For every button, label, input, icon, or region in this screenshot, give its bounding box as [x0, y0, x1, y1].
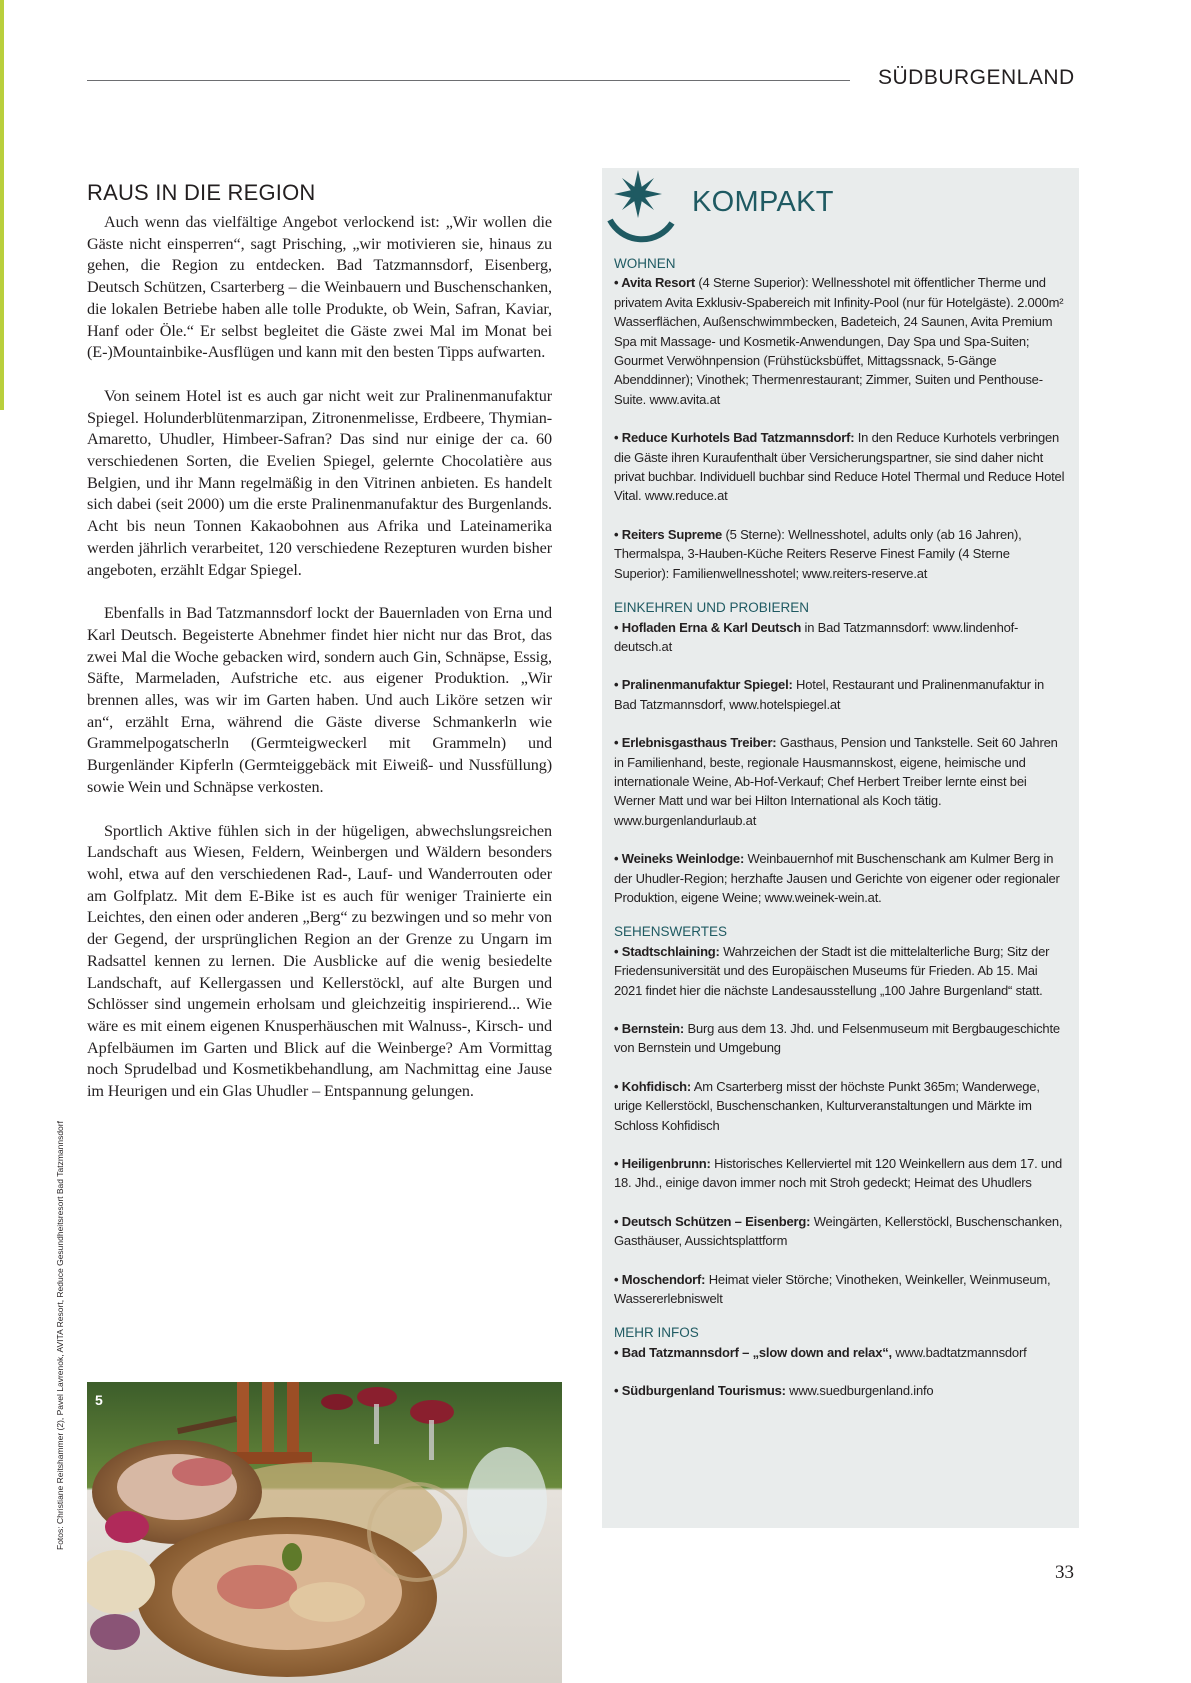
header-rule — [87, 80, 850, 81]
entry-text: In den Reduce Kurhotels verbringen die Gäste ihren Kuraufenthalt über Versicherungspartner, sie sind daher nicht privat buchbar. Individuell buchbar sind Reduce Hotel Thermal und Reduce Hotel Vital. www.reduce.at — [614, 430, 1065, 504]
kompakt-body — [614, 254, 1066, 1420]
photo-credit: Fotos: Christiane Reitshammer (2), Pavel Lavrenok, AVITA Resort, Reduce Gesundheitsresort Bad Tatzmannsdorf — [55, 1121, 65, 1550]
list-item — [614, 525, 1066, 583]
article-paragraph: Ebenfalls in Bad Tatzmannsdorf lockt der Bauernladen von Erna und Karl Deutsch. Begeisterte Abnehmer findet hier nicht nur das Brot, das zwei Mal die Woche gebacken wird, sondern auch Gin, Schnäpse, Essig, Säfte, Marmeladen, Aufstriche etc. aus eigener Produktion. „Wir brennen alles, was wir im Garten haben. Und auch Liköre setzen wir an“, erzählt Erna, während die Gäste diverse Schmankerln wie Grammelpogatscherln (Germteigweckerl mit Grammeln) und Burgenländer Kipferln (Germteiggebäck mit Eiweiß- und Nussfüllung) sowie Wein und Schnäpse verkosten. — [87, 604, 552, 796]
list-item — [614, 1270, 1066, 1309]
entry-text: Hotel, Restaurant und Pralinenmanufaktur in Bad Tatzmannsdorf, www.hotelspiegel.at — [614, 677, 1044, 712]
entry-name: • Reiters Supreme — [614, 526, 723, 542]
food-photo-illustration — [87, 1382, 562, 1683]
entry-text: Wahrzeichen der Stadt ist die mittelalterliche Burg; Sitz der Friedensuniversität und des Europäischen Museums für Frieden. Ab 15. Mai 2021 findet hier die nächste Landesausstellung „100 Jahre Burgenland“ statt. — [614, 943, 1050, 998]
entry-name: • Bernstein: — [614, 1021, 685, 1036]
list-item — [614, 1381, 1066, 1400]
list-item — [614, 1019, 1066, 1058]
section-label: SÜDBURGENLAND — [878, 66, 1075, 89]
entry-name: • Avita Resort — [614, 275, 695, 291]
article — [87, 180, 552, 1125]
entry-text: Heimat vieler Störche; Vinotheken, Weinkeller, Weinmuseum, Wassererlebniswelt — [614, 1271, 1051, 1307]
entry-name: • Südburgenland Tourismus: — [614, 1383, 786, 1399]
photo-number: 5 — [95, 1392, 103, 1408]
section-heading-sehenswertes: SEHENSWERTES — [614, 924, 728, 940]
entry-text: in Bad Tatzmannsdorf: www.lindenhof-deutsch.at — [614, 619, 1019, 654]
kompakt-box — [602, 168, 1079, 1528]
section-heading-einkehren: EINKEHREN UND PROBIEREN — [614, 600, 810, 616]
entry-text: (5 Sterne): Wellnesshotel, adults only (ab 16 Jahren), Thermalspa, 3-Hauben-Küche Reiters Reserve Finest Family (4 Sterne Superior): Familienwellnesshotel; www.reiters-reserve.at — [614, 526, 1022, 581]
entry-name: • Heiligenbrunn: — [614, 1156, 711, 1172]
entry-name: • Erlebnisgasthaus Treiber: — [614, 735, 777, 751]
section-heading-mehr-infos: MEHR INFOS — [614, 1325, 699, 1341]
entry-text: Historisches Kellerviertel mit 120 Weinkellern aus dem 17. und 18. Jhd., einige davon immer noch mit Stroh gedeckt; Heimat des Uhudlers — [614, 1156, 1063, 1191]
entry-name: • Deutsch Schützen – Eisenberg: — [614, 1213, 811, 1229]
entry-name: • Hofladen Erna & Karl Deutsch — [614, 619, 802, 635]
entry-text: www.suedburgenland.info — [785, 1383, 934, 1399]
entry-text: Weingärten, Kellerstöckl, Buschenschanken, Gasthäuser, Aussichtsplattform — [614, 1213, 1063, 1249]
article-paragraph: Auch wenn das vielfältige Angebot verlockend ist: „Wir wollen die Gäste nicht einsperren“, sagt Prisching, „wir motivieren sie, hinaus zu gehen, die Region zu entdecken. Bad Tatzmannsdorf, Eisenberg, Deutsch Schützen, Csarterberg – die Weinbauern und Buschenschanken, die lokalen Betriebe haben alle tolle Produkte, ob Wein, Safran, Kaviar, Hanf oder Öle.“ Er selbst begleitet die Gäste zwei Mal im Monat bei (E-)Mountainbike-Ausflügen und kann mit den besten Tipps aufwarten. — [87, 213, 552, 362]
entry-name: • Reduce Kurhotels Bad Tatzmannsdorf: — [614, 430, 855, 446]
page-edge-stripe — [0, 0, 4, 410]
entry-text: Weinbauernhof mit Buschenschank am Kulmer Berg in der Uhudler-Region; herzhafte Jausen und Gerichte von eigener oder regionaler Produktion, eigene Weine; www.weinek-wein.at. — [614, 851, 1060, 905]
kompakt-title: KOMPAKT — [692, 186, 834, 218]
list-item — [614, 1343, 1066, 1362]
entry-text: Am Csarterberg misst der höchste Punkt 365m; Wanderwege, urige Kellerstöckl, Buschenschanken, Kulturveranstaltungen und Märkte im Schloss Kohfidisch — [614, 1078, 1040, 1133]
entry-name: • Pralinenmanufaktur Spiegel: — [614, 677, 793, 693]
list-item — [614, 1154, 1066, 1193]
list-item — [614, 618, 1066, 657]
entry-name: • Kohfidisch: — [614, 1078, 692, 1094]
entry-name: • Stadtschlaining: — [614, 943, 720, 959]
food-photo — [87, 1382, 562, 1683]
entry-text: Burg aus dem 13. Jhd. und Felsenmuseum mit Bergbaugeschichte von Bernstein und Umgebung — [614, 1021, 1060, 1056]
article-paragraph: Sportlich Aktive fühlen sich in der hügeligen, abwechslungsreichen Landschaft aus Wiesen, Feldern, Weinbergen und Wäldern besonders wohl, etwa auf den verschiedenen Rad-, Lauf- und Wanderrouten oder am Golfplatz. Mit dem E-Bike ist es auch für weniger Trainierte ein Leichtes, den einen oder anderen „Berg“ zu bezwingen und so mehr von der Gegend, der ursprünglichen Region an der Grenze zu Ungarn im Radsattel kennen zu lernen. Die Ausblicke auf die wenig besiedelte Landschaft, auf Kellergassen und Kellerstöckl, auf alte Burgen und Schlösser sind ungemein erholsam und gleichzeitig inspirierend... Wie wäre es mit einem eigenen Knusperhäuschen mit Walnuss-, Kirsch- und Apfelbäumen im Garten und Blick auf die Weinberge? Am Vormittag noch Sprudelbad und Kosmetikbehandlung, am Nachmittag eine Jause im Heurigen und ein Glas Uhudler – Entspannung gelungen. — [87, 821, 552, 1101]
entry-text: Gasthaus, Pension und Tankstelle. Seit 60 Jahren in Familienhand, beste, regionale Hausmannskost, eigene, heimische und internationale Weine, Ab-Hof-Verkauf; Chef Herbert Treiber lernte einst bei Werner Matt und war bei Hilton International als Koch tätig. www.burgenlandurlaub.at — [614, 735, 1058, 828]
list-item — [614, 1212, 1066, 1251]
section-heading-wohnen: WOHNEN — [614, 256, 676, 271]
page-number: 33 — [1055, 1562, 1074, 1583]
entry-name: • Bad Tatzmannsdorf – „slow down and relax“, — [614, 1344, 892, 1360]
list-item — [614, 849, 1066, 907]
list-item — [614, 428, 1066, 506]
article-title: RAUS IN DIE REGION — [87, 180, 316, 205]
article-paragraph: Von seinem Hotel ist es auch gar nicht weit zur Pralinenmanufaktur Spiegel. Holunderblütenmarzipan, Zitronenmelisse, Erdbeere, Thymian-Amaretto, Uhudler, Himbeer-Safran? Das sind nur einige der ca. 60 verschiedenen Sorten, die Evelien Spiegel, gelernte Chocolatière aus Belgien, und ihr Mann regelmäßig in den Vitrinen anbieten. Es handelt sich dabei (seit 2000) um die erste Pralinenmanufaktur des Burgenlands. Acht bis neun Tonnen Kakaobohnen aus Afrika und Lateinamerika werden jährlich verarbeitet, 120 verschiedene Rezepturen wurden bisher angeboten, erzählt Edgar Spiegel. — [87, 386, 552, 579]
list-item — [614, 733, 1066, 830]
entry-text: (4 Sterne Superior): Wellnesshotel mit öffentlicher Therme und privatem Avita Exklusiv-Spabereich mit Infinity-Pool (nur für Hotelgäste). 2.000m² Wasserflächen, Außenschwimmbecken, Badeteich, 24 Saunen, Avita Premium Spa mit Massage- und Kosmetik-Anwendungen, Day Spa und Spa-Suiten; Gourmet Verwöhnpension (Frühstücksbüffet, Mittagssnack, 5-Gänge Abenddinner); Vinothek; Thermenrestaurant; Zimmer, Suiten und Penthouse-Suite. www.avita.at — [614, 275, 1064, 407]
list-item — [614, 675, 1066, 714]
list-item — [614, 1077, 1066, 1135]
entry-text: www.badtatzmannsdorf — [891, 1344, 1027, 1360]
entry-name: • Weineks Weinlodge: — [614, 851, 745, 867]
list-item — [614, 942, 1066, 1000]
entry-name: • Moschendorf: — [614, 1271, 706, 1287]
compass-star-icon — [602, 168, 682, 243]
list-item — [614, 273, 1066, 409]
